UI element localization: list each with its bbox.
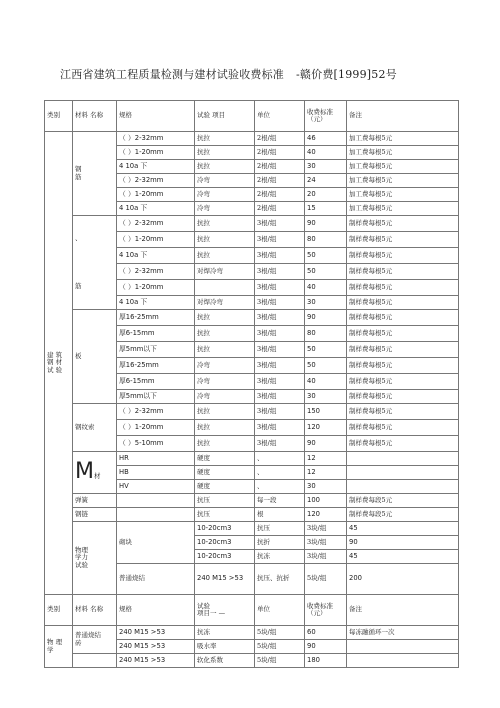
header2-note: 备注 — [347, 595, 459, 626]
cell-item: 硬度 — [195, 480, 255, 494]
cell-item: 对焊冷弯 — [195, 296, 255, 310]
cell-spec: 厚16-25mm — [117, 310, 195, 326]
cell-unit: 2根/组 — [255, 202, 305, 216]
steel-bar-group-2 — [73, 216, 117, 310]
cell-spec: 240 M15 >53 — [117, 640, 195, 654]
cell-fee: 200 — [347, 564, 459, 595]
cell-fee: 50 — [305, 264, 347, 280]
cell-item: 抗拉 — [195, 420, 255, 436]
cell-fee: 30 — [305, 390, 347, 404]
cell-fee: 30 — [305, 296, 347, 310]
cell-fee: 120 — [305, 508, 347, 522]
cell-spec — [117, 508, 195, 522]
cell-note: 制样费每根5元 — [347, 374, 459, 390]
cell-unit: 根 — [255, 508, 305, 522]
cell-item: 抗拉 — [195, 342, 255, 358]
cell-fee: 80 — [305, 232, 347, 248]
cell-unit: 3根/组 — [255, 232, 305, 248]
cell-item: 抗冻 — [255, 550, 305, 564]
cell-note — [347, 466, 459, 480]
header-note: 备注 — [347, 101, 459, 132]
header-spec: 规格 — [117, 101, 195, 132]
cell-item: 抗拉 — [195, 248, 255, 264]
cell-note: 加工费每根5元 — [347, 160, 459, 174]
group-label-line: 筋 — [75, 281, 82, 290]
cell-fee: 90 — [347, 536, 459, 550]
cell-unit: 3块/组 — [305, 522, 347, 536]
cell-note — [347, 640, 459, 654]
cell-fee: 120 — [305, 420, 347, 436]
cell-note: 制样费每根5元 — [347, 248, 459, 264]
cell-unit: 5块/组 — [305, 564, 347, 595]
cell-unit: 5块/组 — [255, 654, 305, 668]
cell-fee: 15 — [305, 202, 347, 216]
main-category-line: 钢 材 — [47, 358, 63, 367]
cell-unit: 3根/组 — [255, 342, 305, 358]
cell-spec: 4 10a 下 — [117, 296, 195, 310]
table-row — [45, 522, 459, 536]
cell-item: 冷弯 — [195, 188, 255, 202]
header2-item — [195, 595, 255, 626]
cell-note: 制样费每根5元 — [347, 358, 459, 374]
group-label-line: 普通烧结 — [75, 631, 101, 640]
cell-fee: 24 — [305, 174, 347, 188]
cell-spec: 240 M15 >53 — [117, 654, 195, 668]
cell-unit: 2根/组 — [255, 146, 305, 160]
category-line: 物 理 — [47, 638, 63, 647]
table-header-row — [45, 101, 459, 132]
physics-category-cell-2 — [45, 626, 73, 668]
cell-unit: 3根/组 — [255, 404, 305, 420]
cell-note: 制样费每根5元 — [347, 436, 459, 452]
cell-note: 加工费每根5元 — [347, 188, 459, 202]
cell-fee: 100 — [305, 494, 347, 508]
header-fee — [305, 101, 347, 132]
cell-item: 抗压 — [195, 494, 255, 508]
header2-material: 材料 名称 — [73, 595, 117, 626]
physics-category-cell — [73, 522, 117, 595]
empty-material-cell — [73, 654, 117, 668]
header2-fee-label: 收费标准 — [307, 601, 333, 610]
cell-unit: 2根/组 — [255, 188, 305, 202]
header2-item-label: 试验 — [197, 601, 210, 610]
cell-fee: 45 — [347, 522, 459, 536]
group-label-line: 砖 — [75, 638, 82, 647]
cell-item: 抗压 — [255, 522, 305, 536]
table-row — [45, 626, 459, 640]
cell-item: 硬度 — [195, 452, 255, 466]
title-main: 江西省建筑工程质量检测与建材试验收费标准 — [60, 68, 284, 81]
cell-note: 加工费每根5元 — [347, 174, 459, 188]
cell-fee: 50 — [305, 248, 347, 264]
cell-note: 制样费每根5元 — [347, 232, 459, 248]
title-suffix: -赣价费[1999]52号 — [296, 68, 397, 81]
group-label-line: 、 — [75, 234, 82, 243]
cell-item: 抗压、抗折 — [255, 564, 305, 595]
main-category-line: 建 筑 — [47, 351, 63, 360]
cell-fee: 12 — [305, 466, 347, 480]
cell-fee: 60 — [305, 626, 347, 640]
cell-note: 加工费每根5元 — [347, 132, 459, 146]
cell-note: 制样费每根5元 — [347, 390, 459, 404]
cell-spec: （ ）1-20mm — [117, 280, 195, 296]
cell-spec: （ ）1-20mm — [117, 146, 195, 160]
cell-spec — [117, 494, 195, 508]
cell-item: 抗拉 — [195, 146, 255, 160]
document-title — [60, 66, 460, 82]
cell-spec: （ ）1-20mm — [117, 232, 195, 248]
cell-note: 制样费每根5元 — [347, 216, 459, 232]
cell-unit: 5块/组 — [255, 640, 305, 654]
group-label: 钢纹索 — [75, 422, 95, 431]
cell-item: 冷弯 — [195, 202, 255, 216]
hardness-group — [73, 452, 117, 494]
group-label-line: 钢 — [75, 165, 82, 174]
table-row — [45, 404, 459, 420]
cell-fee: 46 — [305, 132, 347, 146]
cell-note: 制样费每根5元 — [347, 280, 459, 296]
cell-fee: 150 — [305, 404, 347, 420]
table-row — [45, 132, 459, 146]
main-category-cell — [45, 132, 73, 595]
cell-note — [347, 480, 459, 494]
header-unit: 单位 — [255, 101, 305, 132]
cell-unit: 2根/组 — [255, 174, 305, 188]
cell-spec: 厚5mm以下 — [117, 390, 195, 404]
cell-item: 抗拉 — [195, 232, 255, 248]
physics-category-line: 物理 — [75, 546, 88, 555]
cell-item: 抗拉 — [195, 404, 255, 420]
cell-item: 抗拉 — [195, 436, 255, 452]
table-header-row-2 — [45, 595, 459, 626]
cell-unit: 2根/组 — [255, 160, 305, 174]
cell-spec: （ ）1-20mm — [117, 188, 195, 202]
cell-unit: 3块/组 — [305, 550, 347, 564]
strand-group — [73, 404, 117, 452]
cell-item: 抗压 — [195, 508, 255, 522]
cell-item: 硬度 — [195, 466, 255, 480]
group-label-line: 筋 — [75, 172, 82, 181]
cell-item: 抗冻 — [195, 626, 255, 640]
physics-category-line: 试验 — [75, 560, 88, 569]
cell-unit: 3根/组 — [255, 420, 305, 436]
cell-fee: 90 — [305, 640, 347, 654]
cell-fee: 40 — [305, 280, 347, 296]
cell-item: 冷弯 — [195, 374, 255, 390]
cell-item: 抗拉 — [195, 160, 255, 174]
cell-item — [195, 280, 255, 296]
cell-unit: 3块/组 — [305, 536, 347, 550]
cell-note: 制样费每根5元 — [347, 404, 459, 420]
cell-unit: 每一段 — [255, 494, 305, 508]
header-category: 类别 — [45, 101, 73, 132]
cell-spec: （ ）1-20mm — [117, 420, 195, 436]
cell-fee: 50 — [305, 342, 347, 358]
plate-group — [73, 310, 117, 404]
cell-item: 抗拉 — [195, 326, 255, 342]
cell-spec: （ ）2-32mm — [117, 216, 195, 232]
brick-label: 普通烧结 — [117, 564, 195, 595]
cell-fee: 40 — [305, 374, 347, 390]
header2-fee — [305, 595, 347, 626]
cell-item: 软化系数 — [195, 654, 255, 668]
cell-spec: （ ）2-32mm — [117, 404, 195, 420]
cell-note: 制样费每根5元 — [347, 420, 459, 436]
cell-unit: 5块/组 — [255, 626, 305, 640]
cell-spec: 4 10a 下 — [117, 202, 195, 216]
cell-note: 每冻融循环一次 — [347, 626, 459, 640]
cell-unit: 3根/组 — [255, 264, 305, 280]
header-item: 试验 项目 — [195, 101, 255, 132]
main-category-line: 试 验 — [47, 365, 63, 374]
m-suffix: 材 — [93, 472, 101, 481]
cell-fee: 80 — [305, 326, 347, 342]
header-fee-label: 收费标准 — [307, 107, 333, 116]
cell-unit: 3根/组 — [255, 310, 305, 326]
cell-fee: 90 — [305, 436, 347, 452]
cell-unit: 3根/组 — [255, 216, 305, 232]
cell-spec: 厚5mm以下 — [117, 342, 195, 358]
cell-fee: 180 — [305, 654, 347, 668]
cell-note: 加工费每根5元 — [347, 146, 459, 160]
cell-spec: 10-20cm3 — [195, 536, 255, 550]
m-letter: M — [75, 459, 94, 485]
table-row — [45, 494, 459, 508]
cell-spec: 4 10a 下 — [117, 248, 195, 264]
cell-fee: 12 — [305, 452, 347, 466]
cell-spec: 厚6-15mm — [117, 374, 195, 390]
cell-fee: 40 — [305, 146, 347, 160]
cell-unit: 3根/组 — [255, 390, 305, 404]
cell-note — [347, 654, 459, 668]
cell-spec: 10-20cm3 — [195, 522, 255, 536]
cell-note: 加工费每根5元 — [347, 202, 459, 216]
cell-unit: 2根/组 — [255, 132, 305, 146]
cell-note: 制样费每根5元 — [347, 342, 459, 358]
cell-unit: 3根/组 — [255, 358, 305, 374]
cell-unit: 3根/组 — [255, 436, 305, 452]
cell-item: 对焊冷弯 — [195, 264, 255, 280]
physics-category-line: 学力 — [75, 553, 88, 562]
cell-spec: （ ）2-32mm — [117, 132, 195, 146]
block-label: 砌块 — [117, 522, 195, 564]
cell-item: 冷弯 — [195, 390, 255, 404]
cell-item: 抗拉 — [195, 310, 255, 326]
cell-spec: （ ）2-32mm — [117, 264, 195, 280]
cell-fee: 90 — [305, 310, 347, 326]
cell-item: 吸水率 — [195, 640, 255, 654]
cell-fee: 50 — [305, 358, 347, 374]
category-line: 学 — [47, 645, 54, 654]
group-label: 板 — [75, 351, 82, 360]
cell-fee: 20 — [305, 188, 347, 202]
cell-note: 制样费每根5元 — [347, 310, 459, 326]
cell-spec: （ ）2-32mm — [117, 174, 195, 188]
table-row — [45, 654, 459, 668]
cell-spec: 厚16-25mm — [117, 358, 195, 374]
cell-spec: HV — [117, 480, 195, 494]
cell-spec: HB — [117, 466, 195, 480]
cell-unit: 3根/组 — [255, 280, 305, 296]
cell-unit: 、 — [255, 480, 305, 494]
cell-item: 冷弯 — [195, 358, 255, 374]
cell-note: 制样费每段5元 — [347, 494, 459, 508]
cell-fee: 90 — [305, 216, 347, 232]
cell-note: 制样费每段5元 — [347, 508, 459, 522]
table-row — [45, 310, 459, 326]
header2-item-sub: 项目一 — — [197, 609, 226, 617]
cell-item: 抗拉 — [195, 132, 255, 146]
cell-unit: 3根/组 — [255, 326, 305, 342]
cell-unit: 3根/组 — [255, 296, 305, 310]
table-row — [45, 452, 459, 466]
header2-unit: 单位 — [255, 595, 305, 626]
cell-spec: 240 M15 >53 — [195, 564, 255, 595]
spring-label: 弹簧 — [73, 494, 117, 508]
cell-note: 制样费每根5元 — [347, 264, 459, 280]
cell-spec: 240 M15 >53 — [117, 626, 195, 640]
cell-unit: 3根/组 — [255, 374, 305, 390]
cell-spec: HR — [117, 452, 195, 466]
steel-bar-group-1 — [73, 132, 117, 216]
table-row — [45, 216, 459, 232]
cell-spec: 厚6-15mm — [117, 326, 195, 342]
header-material: 材料 名称 — [73, 101, 117, 132]
table-row — [45, 508, 459, 522]
cell-unit: 、 — [255, 466, 305, 480]
cell-note — [347, 452, 459, 466]
cell-note: 制样费每根5元 — [347, 296, 459, 310]
cell-spec: 10-20cm3 — [195, 550, 255, 564]
chain-label: 钢链 — [73, 508, 117, 522]
cell-fee: 30 — [305, 160, 347, 174]
cell-fee: 30 — [305, 480, 347, 494]
cell-unit: 3根/组 — [255, 248, 305, 264]
header2-category: 类别 — [45, 595, 73, 626]
header2-spec: 规格 — [117, 595, 195, 626]
fee-table — [44, 100, 459, 668]
cell-item: 冷弯 — [195, 174, 255, 188]
cell-unit: 、 — [255, 452, 305, 466]
cell-spec: 4 10a 下 — [117, 160, 195, 174]
header-fee-unit: （元） — [307, 115, 327, 123]
cell-item: 抗折 — [255, 536, 305, 550]
cell-note: 制样费每根5元 — [347, 326, 459, 342]
cell-spec: （ ）5-10mm — [117, 436, 195, 452]
cell-fee: 45 — [347, 550, 459, 564]
brick-group — [73, 626, 117, 654]
header2-fee-unit: （元） — [307, 609, 327, 617]
cell-item: 抗拉 — [195, 216, 255, 232]
